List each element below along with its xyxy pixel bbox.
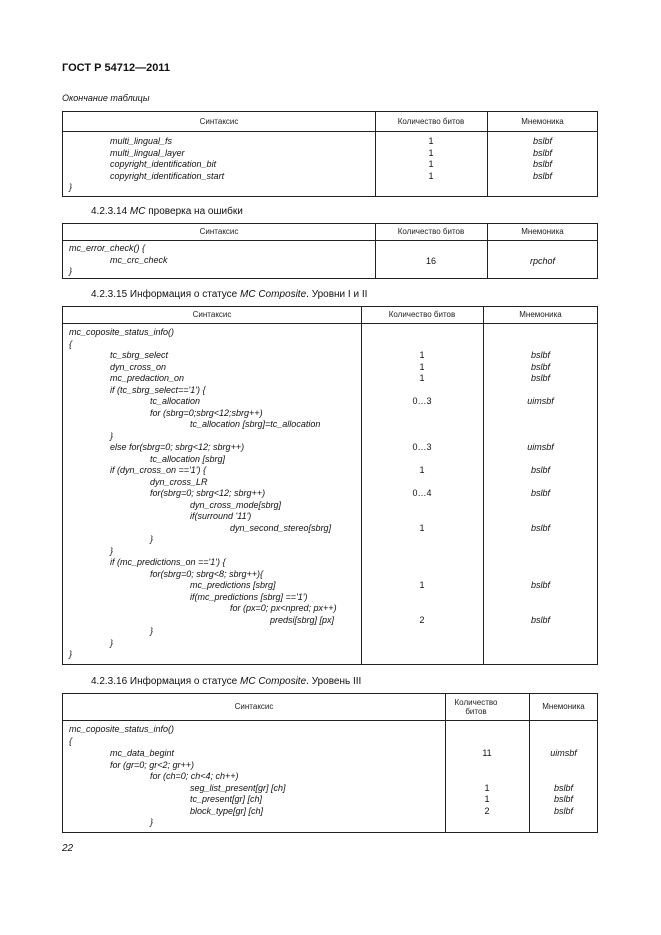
col-header-bits: Количество битов xyxy=(397,227,465,237)
mnemonic-cell: bslbf xyxy=(530,522,550,533)
syntax-line: tc_allocation xyxy=(150,396,201,406)
syntax-line: dyn_cross_LR xyxy=(150,476,208,487)
syntax-line: { xyxy=(69,735,73,746)
syntax-line: for (ch=0; ch<4; ch++) xyxy=(150,771,239,781)
bits-cell: 1 xyxy=(428,136,434,146)
column-divider xyxy=(375,224,376,278)
col-header-mnemonic: Мнемоника xyxy=(542,702,585,712)
syntax-line: block_type[gr] [ch] xyxy=(190,805,264,816)
col-header-syntax: Синтаксис xyxy=(199,227,239,237)
mnemonic-cell: bslbf xyxy=(532,136,552,146)
syntax-line: seg_list_present[gr] [ch] xyxy=(190,782,286,793)
mnemonic-cell: bslbf xyxy=(530,373,550,383)
mnemonic-cell: bslbf xyxy=(530,361,550,372)
syntax-line: copyright_identification_start xyxy=(110,170,225,181)
syntax-line: mc_predaction_on xyxy=(110,373,185,383)
bits-cell: 2 xyxy=(419,614,425,625)
syntax-line: dyn_second_stereo[sbrg] xyxy=(230,522,332,533)
mnemonic-cell: bslbf xyxy=(553,782,573,793)
syntax-line: if (mc_predictions_on =='1') { xyxy=(110,557,226,567)
section-heading-4-2-3-16 xyxy=(91,676,361,687)
syntax-line: tc_allocation [sbrg]=tc_allocation xyxy=(190,419,321,429)
col-header-mnemonic: Мнемоника xyxy=(519,310,562,320)
syntax-line: for (px=0; px<npred; px++) xyxy=(230,603,337,613)
bits-cell: 2 xyxy=(484,805,490,816)
syntax-line: dyn_cross_on xyxy=(110,361,167,372)
syntax-line: } xyxy=(69,266,73,276)
table-header-row xyxy=(63,112,597,132)
heading-emphasis: MC Composite xyxy=(240,289,307,300)
table-continuation xyxy=(62,111,598,197)
table-mc-composite-status-info-1-2 xyxy=(62,306,598,665)
mnemonic-cell: bslbf xyxy=(530,350,550,360)
col-header-bits: Количество битов xyxy=(397,116,465,126)
col-header-syntax: Синтаксис xyxy=(234,702,274,712)
section-heading-4-2-3-15 xyxy=(91,289,367,300)
mnemonic-cell: bslbf xyxy=(532,170,552,181)
col-header-syntax: Синтаксис xyxy=(192,310,232,320)
bits-cell: 0…3 xyxy=(412,396,432,406)
heading-text: 4.2.3.15 Информация о статусе xyxy=(91,289,240,300)
syntax-line: if(mc_predictions [sbrg] =='1') xyxy=(190,591,308,602)
mnemonic-cell: bslbf xyxy=(532,159,552,169)
heading-text: 4.2.3.14 xyxy=(91,206,130,217)
syntax-line: predsi[sbrg] [px] xyxy=(270,614,335,625)
syntax-line: } xyxy=(150,534,154,544)
col-header-bits: Количество битов xyxy=(388,310,456,320)
mnemonic-cell: bslbf xyxy=(553,794,573,804)
syntax-line: } xyxy=(110,637,114,648)
syntax-line: if (tc_sbrg_select=='1') { xyxy=(110,384,206,395)
syntax-line: mc_coposite_status_info() xyxy=(69,327,175,337)
syntax-line: if (dyn_cross_on =='1') { xyxy=(110,465,206,475)
col-header-mnemonic: Мнемоника xyxy=(521,227,564,237)
table-header-row xyxy=(63,307,597,324)
table-caption: Окончание таблицы xyxy=(62,93,150,103)
table-header-row xyxy=(63,224,597,241)
syntax-line: for(sbrg=0; sbrg<8; sbrg++){ xyxy=(150,568,264,579)
syntax-line: for (gr=0; gr<2; gr++) xyxy=(110,759,195,770)
heading-text: проверка на ошибки xyxy=(145,206,243,217)
bits-cell: 0…4 xyxy=(412,488,432,498)
table-mc-error-check xyxy=(62,223,598,279)
syntax-line: tc_sbrg_select xyxy=(110,350,169,360)
heading-emphasis: MC Composite xyxy=(240,676,307,687)
col-header-syntax: Синтаксис xyxy=(199,116,239,126)
syntax-line: for(sbrg=0; sbrg<12; sbrg++) xyxy=(150,488,266,498)
bits-cell: 11 xyxy=(482,748,492,758)
syntax-line: { xyxy=(69,338,73,349)
mnemonic-cell: bslbf xyxy=(530,580,550,590)
syntax-line: multi_lingual_fs xyxy=(110,136,173,146)
mnemonic-cell: bslbf xyxy=(530,465,550,475)
syntax-line: } xyxy=(69,649,73,659)
col-header-bits: Количество битов xyxy=(454,697,498,716)
bits-cell: 1 xyxy=(428,159,434,169)
heading-text: . Уровень III xyxy=(306,676,362,687)
syntax-line: mc_predictions [sbrg] xyxy=(190,580,276,590)
page-number: 22 xyxy=(62,843,74,854)
heading-emphasis: MC xyxy=(129,206,146,217)
bits-cell: 16 xyxy=(425,256,436,266)
bits-cell: 0…3 xyxy=(412,442,432,452)
bits-cell: 1 xyxy=(419,465,425,475)
syntax-line: copyright_identification_bit xyxy=(110,159,217,169)
col-header-mnemonic: Мнемоника xyxy=(521,116,564,126)
mnemonic-cell: rpchof xyxy=(529,256,555,266)
syntax-line: } xyxy=(150,626,154,636)
syntax-line: tc_allocation [sbrg] xyxy=(150,453,226,464)
syntax-line: mc_error_check() { xyxy=(69,243,146,253)
syntax-line: } xyxy=(150,817,154,827)
syntax-line: multi_lingual_layer xyxy=(110,147,185,158)
bits-cell: 1 xyxy=(419,580,425,590)
bits-cell: 1 xyxy=(419,373,425,383)
syntax-line: } xyxy=(69,182,73,192)
syntax-line: tc_present[gr] [ch] xyxy=(190,794,263,804)
bits-cell: 1 xyxy=(484,782,490,793)
syntax-line: dyn_cross_mode[sbrg] xyxy=(190,499,282,510)
mnemonic-cell: uimsbf xyxy=(527,396,554,406)
heading-text: 4.2.3.16 Информация о статусе xyxy=(91,676,240,687)
bits-cell: 1 xyxy=(428,170,434,181)
syntax-line: mc_crc_check xyxy=(110,254,168,265)
bits-cell: 1 xyxy=(428,147,434,158)
syntax-line: else for(sbrg=0; sbrg<12; sbrg++) xyxy=(110,442,245,452)
syntax-line: for (sbrg=0;sbrg<12;sbrg++) xyxy=(150,407,263,418)
syntax-line: mc_coposite_status_info() xyxy=(69,724,175,734)
mnemonic-cell: bslbf xyxy=(532,147,552,158)
bits-cell: 1 xyxy=(419,350,425,360)
section-heading-4-2-3-14 xyxy=(91,206,243,217)
column-divider xyxy=(487,224,488,278)
document-header: ГОСТ Р 54712—2011 xyxy=(62,62,170,74)
table-header-row xyxy=(63,694,597,721)
bits-cell: 1 xyxy=(419,361,425,372)
bits-cell: 1 xyxy=(419,522,425,533)
syntax-line: } xyxy=(110,545,114,556)
mnemonic-cell: uimsbf xyxy=(527,442,554,452)
mnemonic-cell: bslbf xyxy=(530,614,550,625)
mnemonic-cell: bslbf xyxy=(530,488,550,498)
mnemonic-cell: bslbf xyxy=(553,805,573,816)
table-mc-composite-status-info-3 xyxy=(62,693,598,833)
bits-cell: 1 xyxy=(484,794,490,804)
syntax-line: mc_data_begint xyxy=(110,748,175,758)
mnemonic-cell: uimsbf xyxy=(550,748,577,758)
syntax-line: } xyxy=(110,430,114,441)
heading-text: . Уровни I и II xyxy=(306,289,368,300)
syntax-line: if(surround '11') xyxy=(190,511,252,521)
